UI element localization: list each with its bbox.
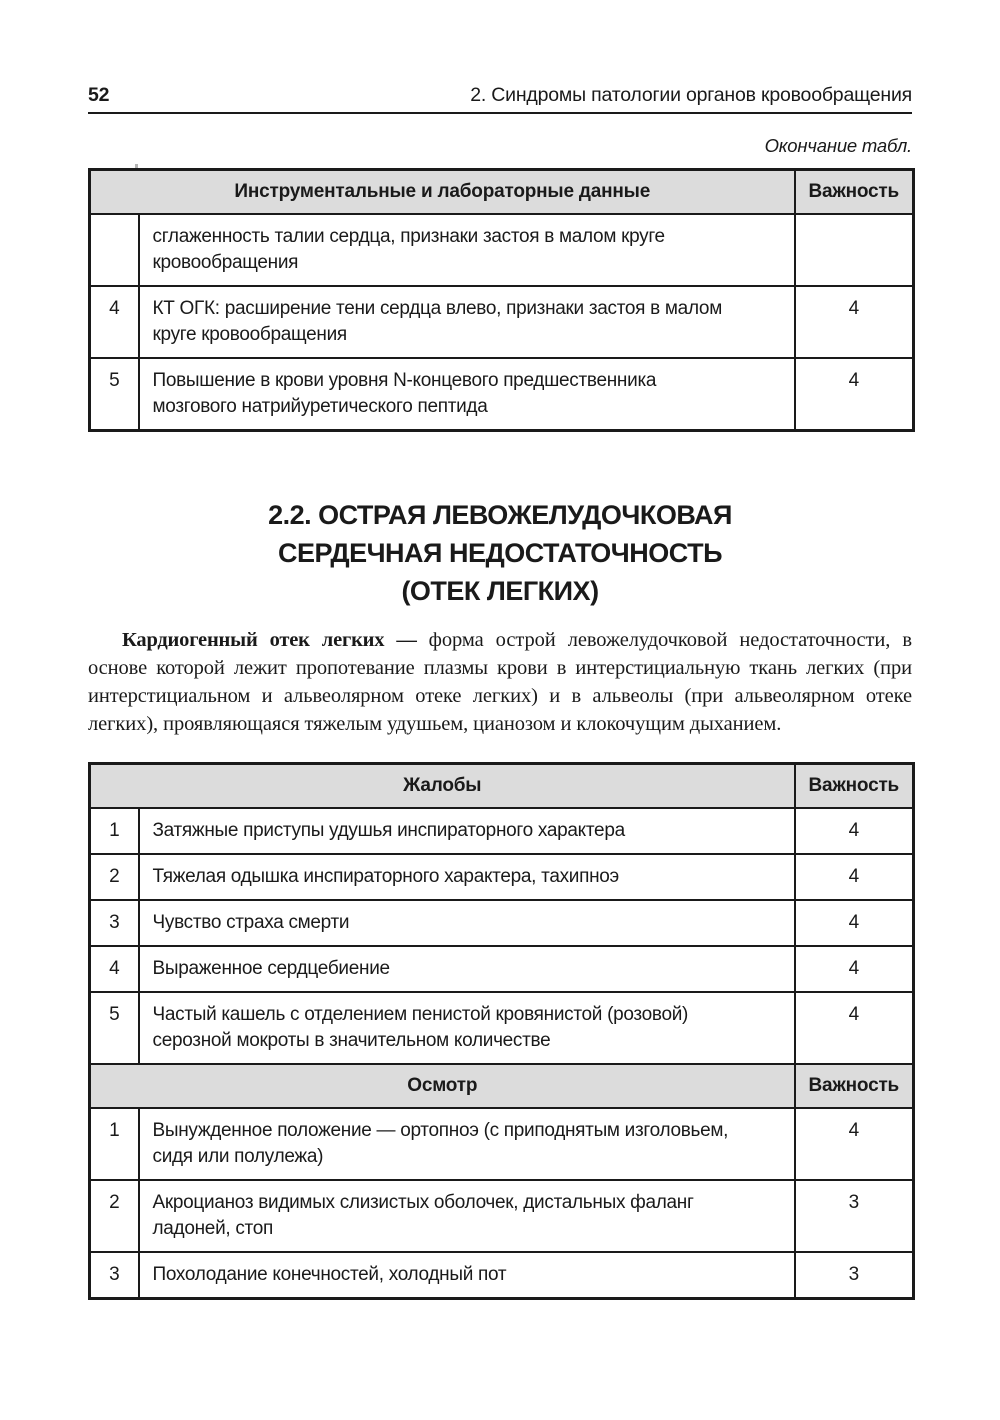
row-text: Чувство страха смерти — [139, 900, 795, 946]
row-number: 4 — [90, 946, 139, 992]
row-text: сглаженность талии сердца, признаки застоя в малом круге кровообращения — [139, 214, 795, 286]
lead-paragraph — [88, 626, 912, 738]
table-row — [90, 900, 914, 946]
row-importance: 4 — [795, 358, 914, 431]
row-importance: 3 — [795, 1252, 914, 1299]
row-importance: 4 — [795, 992, 914, 1064]
running-header — [88, 0, 912, 106]
row-number: 4 — [90, 286, 139, 358]
row-text: Частый кашель с отделением пенистой кровянистой (розовой) серозной мокроты в значительном количестве — [139, 992, 795, 1064]
row-importance: 4 — [795, 946, 914, 992]
row-number: 1 — [90, 1108, 139, 1180]
row-text: Акроцианоз видимых слизистых оболочек, дистальных фаланг ладоней, стоп — [139, 1180, 795, 1252]
column-header-importance: Важность — [795, 764, 914, 809]
header-rule — [88, 112, 912, 114]
table-row — [90, 214, 914, 286]
row-importance: 4 — [795, 1108, 914, 1180]
section-heading-line: (ОТЕК ЛЕГКИХ) — [401, 576, 599, 606]
row-number: 5 — [90, 992, 139, 1064]
column-header-complaints: Жалобы — [90, 764, 795, 809]
chapter-title: 2. Синдромы патологии органов кровообращения — [470, 84, 912, 106]
symptoms-table — [88, 762, 915, 1300]
row-importance: 3 — [795, 1180, 914, 1252]
column-header-importance: Важность — [795, 170, 914, 215]
table-row — [90, 854, 914, 900]
instrumental-data-table — [88, 168, 915, 432]
row-text: Вынужденное положение — ортопноэ (с приподнятым изголовьем, сидя или полулежа) — [139, 1108, 795, 1180]
row-importance: 4 — [795, 900, 914, 946]
lead-term: Кардиогенный отек легких — — [122, 629, 429, 651]
row-number: 3 — [90, 900, 139, 946]
table-row — [90, 286, 914, 358]
table-row — [90, 358, 914, 431]
section-heading — [88, 496, 912, 610]
table-row — [90, 946, 914, 992]
column-header-importance: Важность — [795, 1064, 914, 1108]
row-number: 5 — [90, 358, 139, 431]
table-header-row — [90, 170, 914, 215]
table-row — [90, 992, 914, 1064]
row-text: Повышение в крови уровня N-концевого предшественника мозгового натрийуретического пептида — [139, 358, 795, 431]
table-continuation-stub — [135, 164, 138, 168]
row-importance — [795, 214, 914, 286]
row-number: 2 — [90, 854, 139, 900]
row-text: Тяжелая одышка инспираторного характера, тахипноэ — [139, 854, 795, 900]
page-number: 52 — [88, 84, 110, 106]
complaints-header-row — [90, 764, 914, 809]
inspection-header-row — [90, 1064, 914, 1108]
row-importance: 4 — [795, 808, 914, 854]
table-row — [90, 808, 914, 854]
row-text: Выраженное сердцебиение — [139, 946, 795, 992]
row-importance: 4 — [795, 286, 914, 358]
table-row — [90, 1252, 914, 1299]
row-text: Похолодание конечностей, холодный пот — [139, 1252, 795, 1299]
section-heading-line: 2.2. ОСТРАЯ ЛЕВОЖЕЛУДОЧКОВАЯ — [268, 500, 732, 530]
table-row — [90, 1180, 914, 1252]
row-number — [90, 214, 139, 286]
row-number: 3 — [90, 1252, 139, 1299]
lead-text: форма острой левожелудочковой недостаточности, в основе которой лежит пропотевание плазмы крови в интерстициальную ткань легких (при интерстициальном и альвеолярном отеке легких) и в альвеолы (при альвеолярном отеке легких), проявляющаяся тяжелым удушьем, цианозом и клокочущим дыханием. — [88, 629, 912, 735]
row-number: 1 — [90, 808, 139, 854]
row-text: КТ ОГК: расширение тени сердца влево, признаки застоя в малом круге кровообращения — [139, 286, 795, 358]
row-text: Затяжные приступы удушья инспираторного характера — [139, 808, 795, 854]
column-header-inspection: Осмотр — [90, 1064, 795, 1108]
instrumental-table-wrapper — [88, 168, 912, 432]
table-row — [90, 1108, 914, 1180]
column-header-instrumental: Инструментальные и лабораторные данные — [90, 170, 795, 215]
row-number: 2 — [90, 1180, 139, 1252]
table-continuation-caption: Окончание табл. — [764, 135, 912, 156]
symptoms-table-wrapper — [88, 762, 912, 1300]
row-importance: 4 — [795, 854, 914, 900]
section-heading-line: СЕРДЕЧНАЯ НЕДОСТАТОЧНОСТЬ — [278, 538, 722, 568]
